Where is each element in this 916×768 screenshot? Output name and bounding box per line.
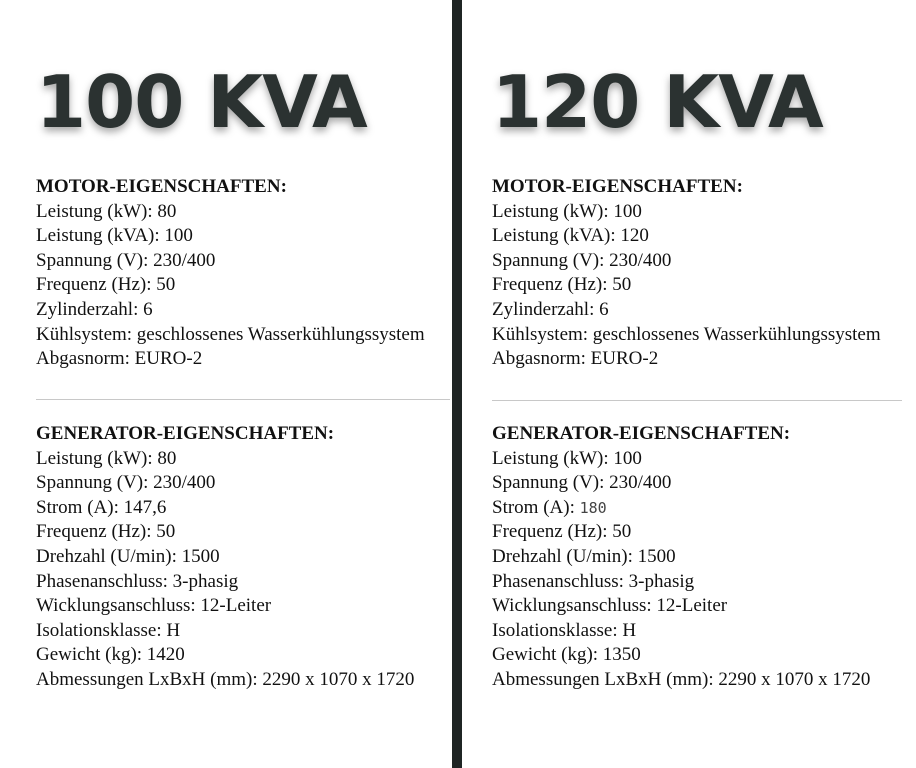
spec-row: Phasenanschluss: 3-phasig xyxy=(36,570,239,592)
spec-row: Leistung (kW): 80 xyxy=(36,447,177,469)
spec-row: Leistung (kW): 100 xyxy=(492,200,642,222)
section-divider xyxy=(36,399,450,400)
spec-row: Zylinderzahl: 6 xyxy=(492,298,609,320)
motor-section xyxy=(36,175,450,372)
spec-row: Spannung (V): 230/400 xyxy=(492,249,672,271)
spec-row: Leistung (kW): 80 xyxy=(36,200,177,222)
generator-section xyxy=(36,422,450,693)
page-title: 120 KVA xyxy=(492,60,823,144)
section-divider xyxy=(492,400,902,401)
spec-row: Leistung (kVA): 120 xyxy=(492,225,649,247)
spec-row: Drehzahl (U/min): 1500 xyxy=(36,545,220,567)
spec-row: Frequenz (Hz): 50 xyxy=(36,274,176,296)
spec-row: Spannung (V): 230/400 xyxy=(36,472,216,494)
spec-row: Gewicht (kg): 1420 xyxy=(36,644,185,666)
spec-row: Abmessungen LxBxH (mm): 2290 x 1070 x 1720 xyxy=(492,668,871,690)
spec-row: Isolationsklasse: H xyxy=(492,619,637,641)
spec-row: Spannung (V): 230/400 xyxy=(36,249,216,271)
spec-row: Strom (A): 147,6 xyxy=(36,496,167,518)
spec-row: Phasenanschluss: 3-phasig xyxy=(492,570,695,592)
spec-row: Kühlsystem: geschlossenes Wasserkühlungssystem xyxy=(492,323,881,345)
spec-row: Abmessungen LxBxH (mm): 2290 x 1070 x 1720 xyxy=(36,668,415,690)
spec-label: Strom (A): xyxy=(492,496,580,518)
page-title: 100 KVA xyxy=(36,60,367,144)
spec-row: Drehzahl (U/min): 1500 xyxy=(492,545,676,567)
spec-row: Isolationsklasse: H xyxy=(36,619,181,641)
section-heading: MOTOR-EIGENSCHAFTEN: xyxy=(36,176,287,197)
spec-row: Abgasnorm: EURO-2 xyxy=(36,348,203,370)
section-heading: GENERATOR-EIGENSCHAFTEN: xyxy=(492,423,791,444)
spec-row: Frequenz (Hz): 50 xyxy=(36,521,176,543)
spec-column-120kva xyxy=(492,0,902,768)
spec-row: Leistung (kVA): 100 xyxy=(36,225,193,247)
motor-section xyxy=(492,175,902,372)
spec-row: Abgasnorm: EURO-2 xyxy=(492,348,659,370)
spec-row-strom xyxy=(492,496,902,521)
spec-row: Kühlsystem: geschlossenes Wasserkühlungssystem xyxy=(36,323,425,345)
spec-value: 180 xyxy=(579,498,607,517)
spec-row: Frequenz (Hz): 50 xyxy=(492,274,632,296)
spec-row: Wicklungsanschluss: 12-Leiter xyxy=(492,595,728,617)
section-heading: GENERATOR-EIGENSCHAFTEN: xyxy=(36,423,335,444)
spec-row: Spannung (V): 230/400 xyxy=(492,472,672,494)
generator-section xyxy=(492,422,902,693)
spec-row: Gewicht (kg): 1350 xyxy=(492,644,641,666)
spec-row: Frequenz (Hz): 50 xyxy=(492,521,632,543)
section-heading: MOTOR-EIGENSCHAFTEN: xyxy=(492,176,743,197)
spec-row: Wicklungsanschluss: 12-Leiter xyxy=(36,595,272,617)
spec-column-100kva xyxy=(36,0,450,768)
spec-row: Leistung (kW): 100 xyxy=(492,447,642,469)
column-divider xyxy=(452,0,462,768)
spec-row: Zylinderzahl: 6 xyxy=(36,298,153,320)
